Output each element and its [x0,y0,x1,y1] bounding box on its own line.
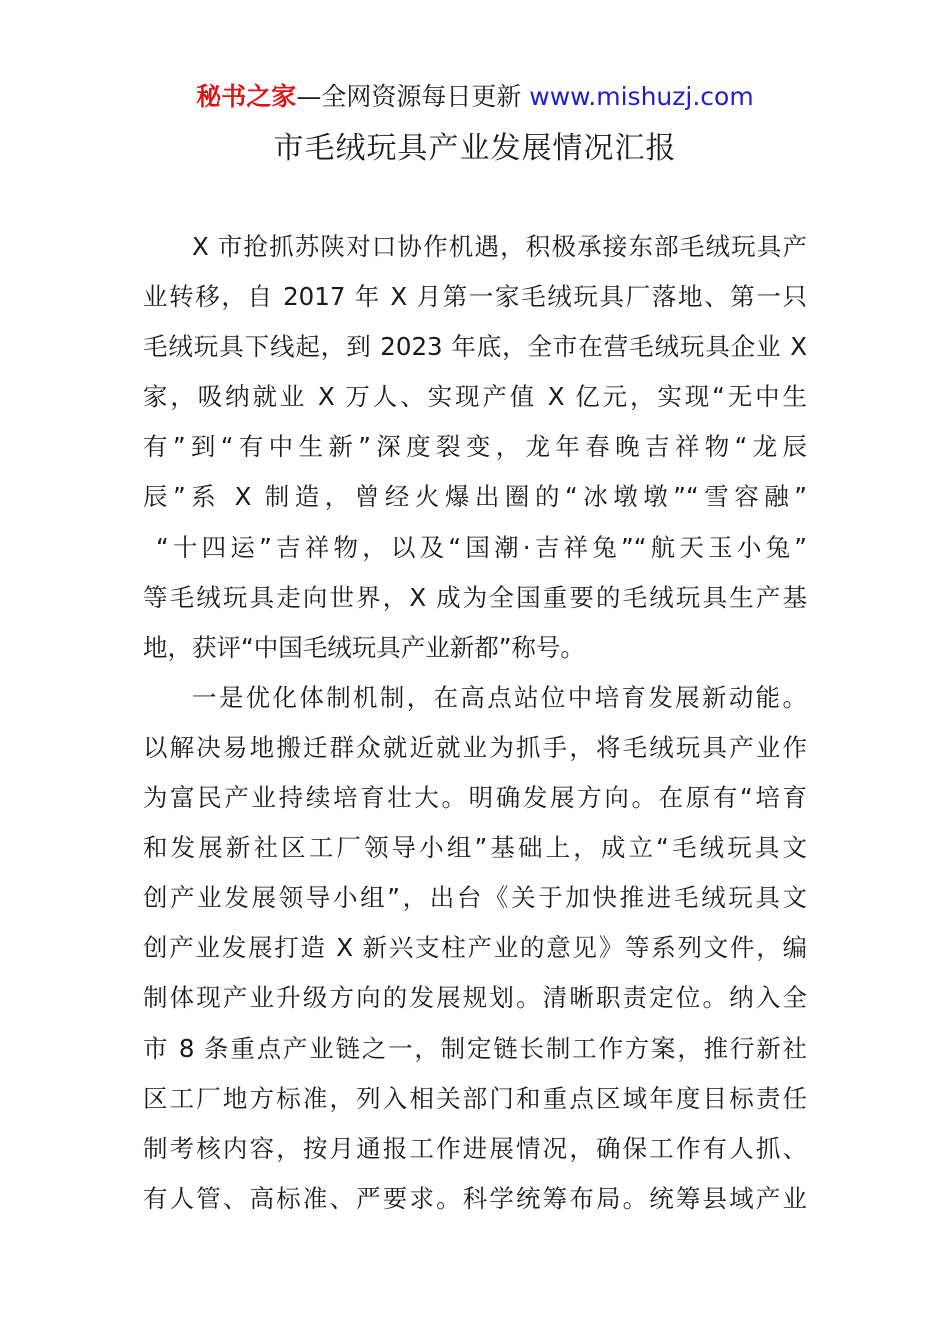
paragraph-intro [143,222,807,673]
text-line: 制体现产业升级方向的发展规划。清晰职责定位。纳入全 [143,983,807,1013]
text-line: X 市抢抓苏陕对口协作机遇，积极承接东部毛绒玩具产 [192,232,807,261]
text-line: 地，获评“中国毛绒玩具产业新都”称号。 [143,632,585,662]
text-line: 创产业发展打造 X 新兴支柱产业的意见》等系列文件，编 [143,933,807,963]
text-line: “十四运”吉祥物，以及“国潮·吉祥兔”“航天玉小兔” [156,532,807,562]
site-brand: 秘书之家 [196,82,297,111]
text-line: 以解决易地搬迁群众就近就业为抓手，将毛绒玩具产业作 [143,732,807,762]
document-title: 市毛绒玩具产业发展情况汇报 [273,131,677,166]
text-line: 有人管、高标准、严要求。科学统筹布局。统筹县域产业 [143,1183,807,1213]
text-line: 市 8 条重点产业链之一，制定链长制工作方案，推行新社 [143,1033,807,1063]
site-tagline: —全网资源每日更新 [296,82,530,111]
text-line: 等毛绒玩具走向世界，X 成为全国重要的毛绒玩具生产基 [143,582,807,612]
text-line: 辰”系 X 制造，曾经火爆出圈的“冰墩墩”“雪容融” [143,482,807,512]
text-line: 制考核内容，按月通报工作进展情况，确保工作有人抓、 [143,1133,807,1163]
text-line: 为富民产业持续培育壮大。明确发展方向。在原有“培育 [143,783,807,813]
text-line: 区工厂地方标准，列入相关部门和重点区域年度目标责任 [143,1083,807,1113]
site-header [0,80,950,114]
text-line: 毛绒玩具下线起，到 2023 年底，全市在营毛绒玩具企业 X [143,332,807,362]
text-line: 一是优化体制机制，在高点站位中培育发展新动能。 [192,682,807,712]
text-line: 和发展新社区工厂领导小组”基础上，成立“毛绒玩具文 [143,833,807,863]
paragraph-section-one [143,673,807,1224]
text-line: 业转移，自 2017 年 X 月第一家毛绒玩具厂落地、第一只 [143,282,807,312]
text-line: 有”到“有中生新”深度裂变，龙年春晚吉祥物“龙辰 [143,432,807,462]
text-line: 创产业发展领导小组”，出台《关于加快推进毛绒玩具文 [143,883,807,913]
document-body [143,222,807,1224]
text-line: 家，吸纳就业 X 万人、实现产值 X 亿元，实现“无中生 [143,382,807,412]
site-url-link[interactable]: www.mishuzj.com [529,82,754,111]
